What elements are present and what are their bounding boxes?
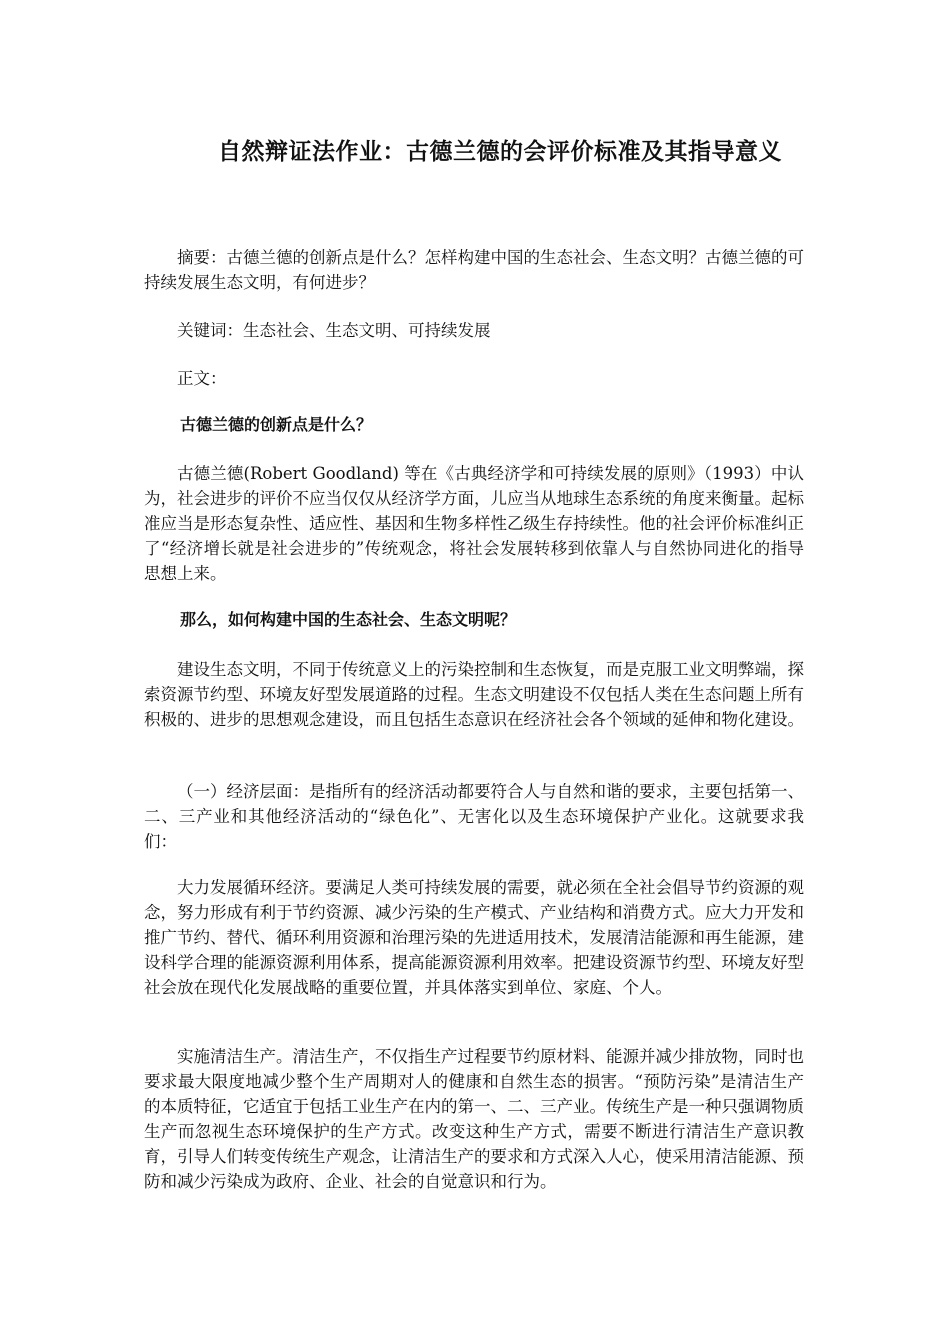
paragraph-clean-production: 实施清洁生产。清洁生产，不仅指生产过程要节约原材料、能源并减少排放物，同时也要求最大限度地减少整个生产周期对人的健康和自然生态的损害。“预防污染”是清洁生产的本质特征，它适宜于包括工业生产在内的第一、二、三产业。传统生产是一种只强调物质生产而忽视生态环境保护的生产方式。改变这种生产方式，需要不断进行清洁生产意识教育，引导人们转变传统生产观念，让清洁生产的要求和方式深入人心，使采用清洁能源、预防和减少污染成为政府、企业、社会的自觉意识和行为。 [144, 1047, 804, 1191]
document-title: 自然辩证法作业：古德兰德的会评价标准及其指导意义 [218, 139, 782, 165]
keywords-line: 关键词：生态社会、生态文明、可持续发展 [177, 321, 491, 340]
paragraph-ecological-civilization: 建设生态文明，不同于传统意义上的污染控制和生态恢复，而是克服工业文明弊端，探索资源节约型、环境友好型发展道路的过程。生态文明建设不仅包括人类在生态问题上所有积极的、进步的思想观念建设，而且包括生态意识在经济社会各个领域的延伸和物化建设。 [144, 660, 804, 729]
paragraph-circular-economy: 大力发展循环经济。要满足人类可持续发展的需要，就必须在全社会倡导节约资源的观念，努力形成有利于节约资源、减少污染的生产模式、产业结构和消费方式。应大力开发和推广节约、替代、循环利用资源和治理污染的先进适用技术，发展清洁能源和再生能源，建设科学合理的能源资源利用体系，提高能源资源利用效率。把建设资源节约型、环境友好型社会放在现代化发展战略的重要位置，并具体落实到单位、家庭、个人。 [144, 878, 804, 997]
abstract-paragraph: 摘要：古德兰德的创新点是什么？怎样构建中国的生态社会、生态文明？古德兰德的可持续发展生态文明，有何进步？ [144, 248, 804, 292]
paragraph-economic-level: （一）经济层面：是指所有的经济活动都要符合人与自然和谐的要求，主要包括第一、二、三产业和其他经济活动的“绿色化”、无害化以及生态环境保护产业化。这就要求我们： [144, 782, 804, 851]
section-heading-construction: 那么，如何构建中国的生态社会、生态文明呢？ [180, 610, 517, 629]
body-label: 正文： [177, 369, 227, 388]
paragraph-goodland: 古德兰德(Robert Goodland) 等在《古典经济学和可持续发展的原则》（1993）中认为，社会进步的评价不应当仅仅从经济学方面，儿应当从地球生态系统的角度来衡量。起标准应当是形态复杂性、适应性、基因和生物多样性乙级生存持续性。他的社会评价标准纠正了“经济增长就是社会进步的”传统观念，将社会发展转移到依靠人与自然协同进化的指导思想上来。 [144, 464, 804, 583]
section-heading-innovation: 古德兰德的创新点是什么？ [180, 415, 373, 434]
